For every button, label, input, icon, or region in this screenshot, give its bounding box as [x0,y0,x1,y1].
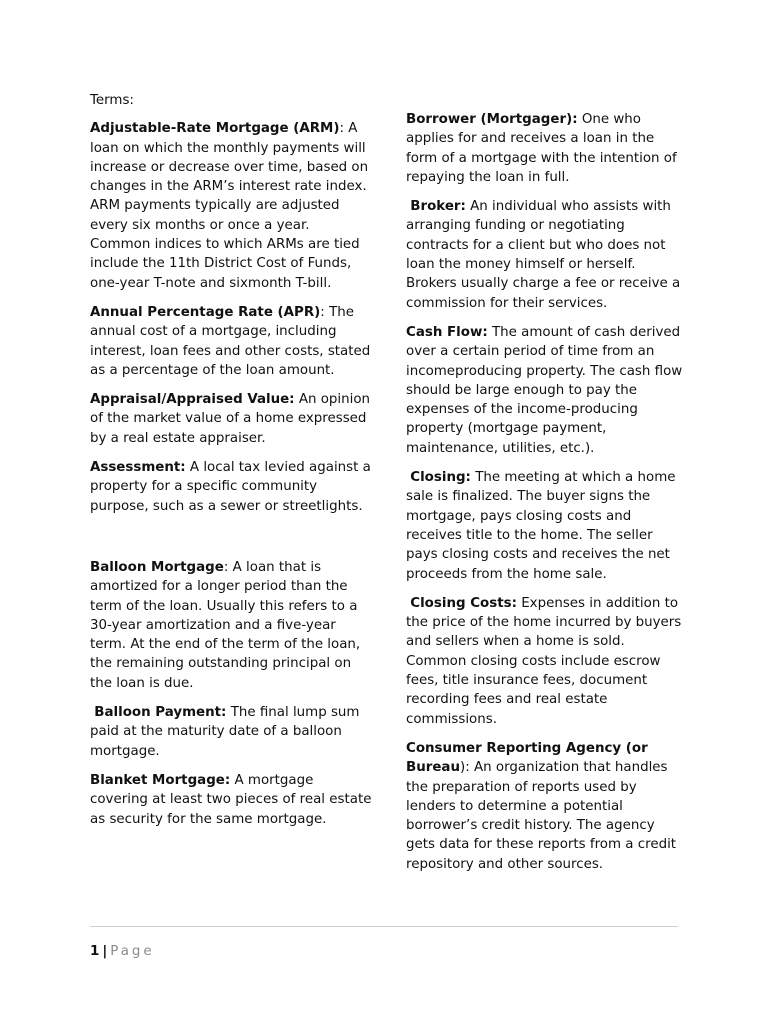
entry-term: Closing: [410,470,471,486]
page-footer [90,942,155,961]
footer-divider [90,926,678,927]
left-column [90,91,372,839]
glossary-entry [406,594,684,729]
entry-definition: An organization that handles the preparation of reports used by lenders to determine a potential borrower’s credit history. The agency gets data for these reports from a credit repository and other sources. [406,760,677,872]
section-heading: Terms: [90,93,134,108]
entry-term: Borrower (Mortgager): [406,112,578,127]
entry-term: Balloon Payment: [94,705,227,721]
entry-term-suffix: ): [460,760,470,776]
glossary-entry [90,703,372,761]
entry-definition: Expenses in addition to the price of the home incurred by buyers and sellers when a home is sold. Common closing costs include escrow fees, title insurance fees, document recording fees and real estate commissions. [406,595,682,727]
entry-definition: An individual who assists with arranging funding or negotiating contracts for a client but who does not loan the money himself or herself. Brokers usually charge a fee or receive a commission for their services. [406,199,681,311]
glossary-entry [90,119,372,293]
footer-separator: | [102,944,108,959]
entry-term-suffix: : [223,559,229,575]
entry-definition: An opinion of the market value of a home expressed by a real estate appraiser. [90,392,371,446]
glossary-entry [406,197,684,313]
entry-definition: The meeting at which a home sale is finalized. The buyer signs the mortgage, pays closing costs and receives title to the home. The seller pays closing costs and receives the net proceeds from the home sale. [406,470,676,582]
entry-definition: A mortgage covering at least two pieces of real estate as security for the same mortgage. [90,772,372,827]
entry-term: Blanket Mortgage: [90,772,231,788]
entry-term: Annual Percentage Rate (APR) [90,304,321,320]
glossary-entry [406,739,684,874]
entry-term: Balloon Mortgage [90,559,224,575]
page-label: Page [110,944,155,959]
glossary-entry [90,458,372,516]
entry-definition: The annual cost of a mortgage, including interest, loan fees and other costs, stated as a percentage of the loan amount. [90,304,371,378]
entry-term-suffix: : [320,304,325,320]
glossary-entry [90,390,372,448]
glossary-entry [406,110,684,187]
entry-term-suffix: : [339,121,345,137]
entry-term: Broker: [410,199,466,215]
glossary-entry [406,323,684,458]
entry-term: Consumer Reporting Agency (or Bureau [406,740,648,776]
entry-term: Appraisal/Appraised Value: [90,392,295,408]
page-number: 1 [90,944,100,959]
entry-term: Cash Flow: [406,324,488,340]
right-column [406,110,684,884]
glossary-entry [406,468,684,584]
entry-term: Assessment: [90,460,186,476]
entry-definition: A loan on which the monthly payments will increase or decrease over time, based on changes in the ARM’s interest rate index. ARM payments typically are adjusted every six months or once a year. Common indices to which ARMs are tied include the 11th District Cost of Funds, one-year T-note and sixmonth T-bill. [90,121,369,291]
entry-definition: A loan that is amortized for a longer period than the term of the loan. Usually this refers to a 30-year amortization and a five-year term. At the end of the term of the loan, the remaining outstanding principal on the loan is due. [90,559,361,691]
entry-term: Closing Costs: [410,595,517,611]
glossary-entry [90,303,372,380]
entry-definition: The final lump sum paid at the maturity date of a balloon mortgage. [90,705,360,759]
entry-term: Adjustable-Rate Mortgage (ARM) [90,121,340,137]
entry-definition: The amount of cash derived over a certain period of time from an incomeproducing property. The cash flow should be large enough to pay the expenses of the income-producing property (mortgage payment, maintenance, utilities, etc.). [406,324,683,456]
entry-definition: One who applies for and receives a loan in the form of a mortgage with the intention of repaying the loan in full. [406,112,677,185]
glossary-entry [90,558,372,693]
entry-definition: A local tax levied against a property for a specific community purpose, such as a sewer or streetlights. [90,460,371,514]
glossary-entry [90,771,372,829]
